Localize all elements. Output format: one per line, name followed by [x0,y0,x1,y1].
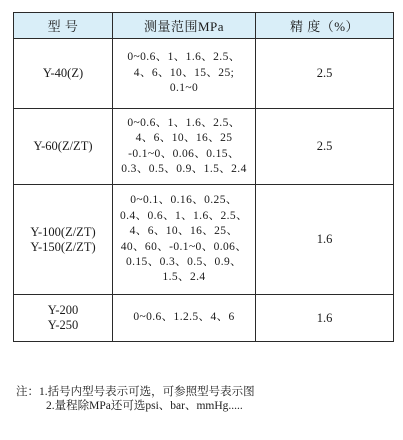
range-cell [113,295,256,342]
footnote-2: 2.量程除MPa还可选psi、bar、mmHg..... [46,400,243,412]
model-label: Y-250 [47,318,79,332]
range-line: -0.1~0、0.06、0.15、 [128,147,240,160]
accuracy-cell: 1.6 [256,295,394,342]
header-measuring-range: 测量范围MPa [113,13,256,39]
table-header-row [14,13,394,39]
range-line: 4、6、10、16、25、 [129,225,239,238]
range-line: 0.15、0.3、0.5、0.9、 [125,255,243,268]
range-line: 0~0.6、1、1.6、2.5、 [127,51,241,64]
range-line: 0~0.1、0.16、0.25、 [130,194,238,207]
model-cell [14,185,113,295]
accuracy-cell: 2.5 [256,109,394,185]
header-model: 型 号 [14,13,113,39]
table-row [14,39,394,109]
footnote-1: 注：1.括号内型号表示可选，可参照型号表示图 [16,386,255,398]
range-line: 0.1~0 [169,82,199,95]
range-cell [113,185,256,295]
range-line: 1.5、2.4 [162,271,206,284]
range-line: 0.4、0.6、1、1.6、2.5、 [120,209,248,222]
model-label: Y-40(Z) [42,66,84,80]
range-line: 0~0.6、1.2.5、4、6 [133,311,235,324]
range-line: 4、6、10、16、25 [135,132,233,145]
model-cell [14,295,113,342]
model-label: Y-200 [47,303,79,317]
range-cell [113,109,256,185]
model-cell [14,39,113,109]
header-accuracy: 精 度（%） [256,13,394,39]
table-row [14,185,394,295]
model-cell [14,109,113,185]
model-label: Y-100(Z/ZT) [30,224,96,239]
accuracy-cell: 1.6 [256,185,394,295]
range-line: 0~0.6、1、1.6、2.5、 [127,116,241,129]
table-row [14,295,394,342]
range-line: 40、60、-0.1~0、0.06、 [120,240,248,253]
model-label: Y-150(Z/ZT) [30,239,96,254]
accuracy-cell: 2.5 [256,39,394,109]
footnotes [16,385,255,413]
range-line: 4、6、10、15、25; [133,66,235,79]
specification-table [13,12,394,342]
range-line: 0.3、0.5、0.9、1.5、2.4 [121,162,247,175]
model-label: Y-60(Z/ZT) [33,139,93,153]
range-cell [113,39,256,109]
table-row [14,109,394,185]
